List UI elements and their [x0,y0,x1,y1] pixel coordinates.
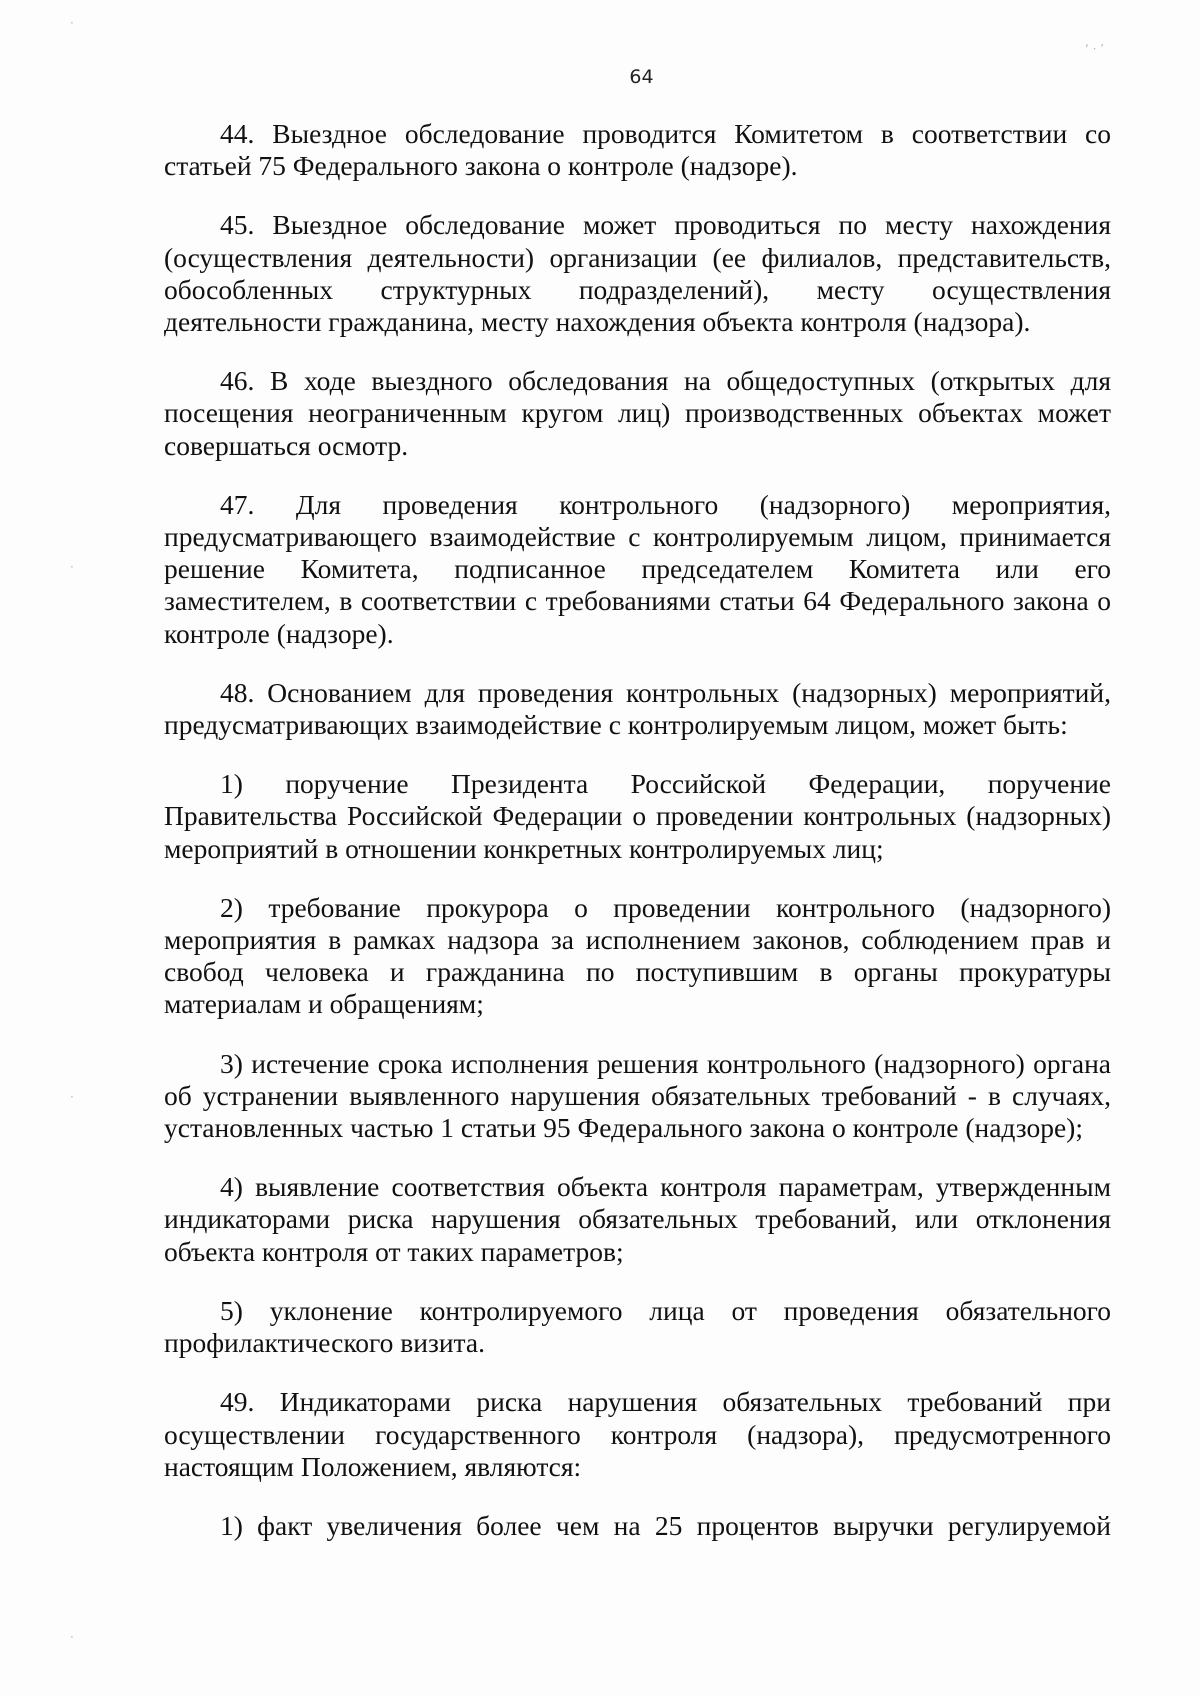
list-item-48-1: 1) поручение Президента Российской Федерации, поручение Правительства Российской Федерации о проведении контрольных (надзорных) мероприятий в отношении конкретных контролируемых лиц; [164,768,1111,864]
scan-artifact: · [70,1630,74,1644]
document-body [164,118,1111,1542]
scan-artifact: · [70,16,74,30]
scan-artifact: · [70,1090,74,1104]
page-number: 64 [629,66,654,88]
paragraph-45: 45. Выездное обследование может проводиться по месту нахождения (осуществления деятельности) организации (ее филиалов, представительств, обособленных структурных подразделений), месту осуществления деятельности гражданина, месту нахождения объекта контроля (надзора). [164,209,1111,338]
list-item-48-3: 3) истечение срока исполнения решения контрольного (надзорного) органа об устранении выявленного нарушения обязательных требований - в случаях, установленных частью 1 статьи 95 Федерального закона о контроле (надзоре); [164,1047,1111,1144]
paragraph-48: 48. Основанием для проведения контрольных (надзорных) мероприятий, предусматривающих взаимодействие с контролируемым лицом, может быть: [164,676,1111,741]
scan-artifact: · [70,560,74,574]
list-item-48-2: 2) требование прокурора о проведении контрольного (надзорного) мероприятия в рамках надзора за исполнением законов, соблюдением прав и свобод человека и гражданина по поступившим в органы прокуратуры материалам и обращениям; [164,891,1111,1020]
list-item-48-4: 4) выявление соответствия объекта контроля параметрам, утвержденным индикаторами риска нарушения обязательных требований, или отклонения объекта контроля от таких параметров; [164,1171,1111,1267]
scan-artifact: ‘ · ’ [1085,42,1105,56]
list-item-49-1: 1) факт увеличения более чем на 25 процентов выручки регулируемой [220,1509,1111,1541]
paragraph-44: 44. Выездное обследование проводится Комитетом в соответствии со статьей 75 Федерального закона о контроле (надзоре). [164,118,1111,182]
paragraph-49: 49. Индикаторами риска нарушения обязательных требований при осуществлении государственного контроля (надзора), предусмотренного настоящим Положением, являются: [164,1386,1111,1482]
list-item-48-5: 5) уклонение контролируемого лица от проведения обязательного профилактического визита. [164,1294,1111,1359]
paragraph-47: 47. Для проведения контрольного (надзорного) мероприятия, предусматривающего взаимодействие с контролируемым лицом, принимается решение Комитета, подписанное председателем Комитета или его заместителем, в соответствии с требованиями статьи 64 Федерального закона о контроле (надзоре). [164,488,1111,649]
paragraph-46: 46. В ходе выездного обследования на общедоступных (открытых для посещения неограниченным кругом лиц) производственных объектах может совершаться осмотр. [164,365,1111,461]
